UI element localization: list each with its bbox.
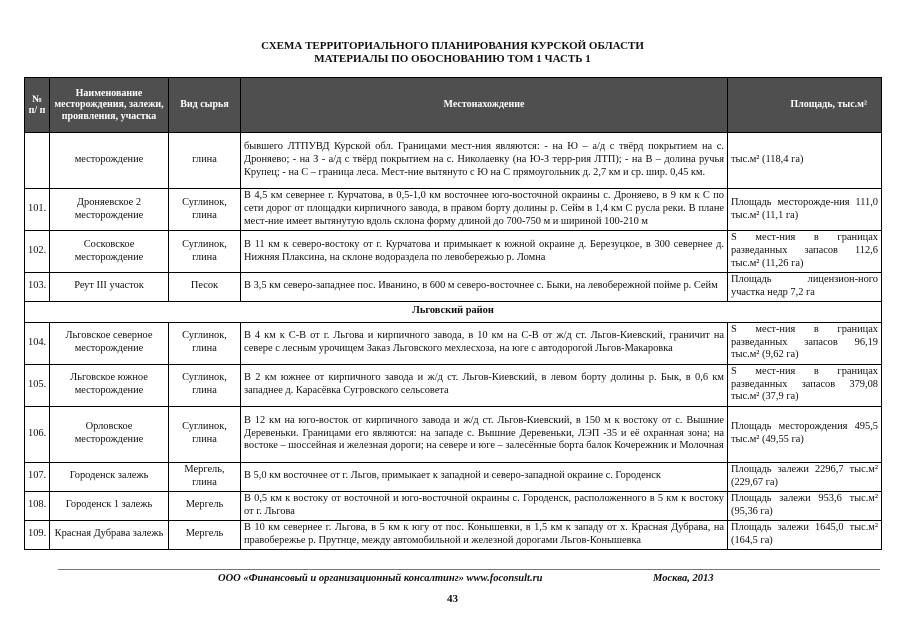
cell-location: бывшего ЛТПУВД Курской обл. Границами мест-ния являются: - на Ю – а/д с твёрд покрытием на с. Дроняево; - на З - а/д с твёрд покрытием на с. Николаевку (на Ю-З терр-рия ЛТП); - на В – долина ручья Крупец; - на С – граница леса. Мест-ние вытянуто с Ю на С прямоугольник д. 2,7 км и ср. шир. 0,45 км. — [241, 133, 728, 189]
header-subtitle: МАТЕРИАЛЫ ПО ОБОСНОВАНИЮ ТОМ 1 ЧАСТЬ 1 — [314, 53, 591, 65]
cell-num: 103. — [25, 273, 50, 302]
cell-area: Площадь месторождения 495,5 тыс.м² (49,55 га) — [728, 406, 882, 462]
cell-name: Красная Дубрава залежь — [50, 520, 169, 549]
cell-location: В 3,5 км северо-западнее пос. Иванино, в 600 м северо-восточнее с. Быки, на левобережной пойме р. Сейм — [241, 273, 728, 302]
cell-location: В 5,0 км восточнее от г. Льгов, примыкает к западной и северо-западной окраине с. Городенск — [241, 462, 728, 491]
footer-city-year: Москва, 2013 — [653, 573, 714, 584]
cell-area: Площадь залежи 953,6 тыс.м² (95,36 га) — [728, 491, 882, 520]
cell-num: 104. — [25, 322, 50, 364]
cell-name: Реут III участок — [50, 273, 169, 302]
footer-divider — [58, 569, 880, 570]
cell-location: В 11 км к северо-востоку от г. Курчатова и примыкает к южной окраине д. Березуцкое, в 300 севернее д. Нижняя Плаксина, на склоне водораздела по левобережью р. Ломна — [241, 231, 728, 273]
cell-num — [25, 133, 50, 189]
table-row — [25, 364, 882, 406]
cell-num: 109. — [25, 520, 50, 549]
cell-area: Площадь лицензион-ного участка недр 7,2 га — [728, 273, 882, 302]
cell-location: В 12 км на юго-восток от кирпичного завода и ж/д ст. Льгов-Киевский, в 150 м к востоку от с. Вышние Деревеньки. Границами его являются: на западе с. Вышние Деревеньки, ЛЭП -35 и её охранная зона; на востоке – шоссейная и железная дороги; на севере и юге – залесённые борта балок Кочережник и Молочная — [241, 406, 728, 462]
cell-area: S мест-ния в границах разведанных запасов 96,19 тыс.м² (9,62 га) — [728, 322, 882, 364]
cell-num: 106. — [25, 406, 50, 462]
cell-area: S мест-ния в границах разведанных запасов 112,6 тыс.м² (11,26 га) — [728, 231, 882, 273]
cell-num: 105. — [25, 364, 50, 406]
header-title: СХЕМА ТЕРРИТОРИАЛЬНОГО ПЛАНИРОВАНИЯ КУРСКОЙ ОБЛАСТИ — [261, 40, 644, 52]
table-row — [25, 322, 882, 364]
cell-num: 107. — [25, 462, 50, 491]
table-row — [25, 491, 882, 520]
cell-area: Площадь залежи 1645,0 тыс.м² (164,5 га) — [728, 520, 882, 549]
cell-name: Льговское северное месторождение — [50, 322, 169, 364]
table-row — [25, 189, 882, 231]
col-header-type: Вид сырья — [169, 78, 241, 133]
page-number: 43 — [447, 593, 458, 605]
table-row — [25, 273, 882, 302]
col-header-num: № п/ п — [25, 78, 50, 133]
deposits-table — [24, 77, 882, 550]
cell-area: Площадь залежи 2296,7 тыс.м² (229,67 га) — [728, 462, 882, 491]
cell-type: Суглинок, глина — [169, 231, 241, 273]
table-row — [25, 133, 882, 189]
cell-type: Мергель, глина — [169, 462, 241, 491]
table-row — [25, 231, 882, 273]
cell-num: 102. — [25, 231, 50, 273]
cell-type: Мергель — [169, 491, 241, 520]
cell-type: Суглинок, глина — [169, 406, 241, 462]
col-header-area: Площадь, тыс.м² — [728, 78, 882, 133]
cell-type: Песок — [169, 273, 241, 302]
col-header-name: Наименование месторождения, залежи, проявления, участка — [50, 78, 169, 133]
cell-name: Городенск залежь — [50, 462, 169, 491]
document-header — [0, 40, 905, 66]
table-row — [25, 520, 882, 549]
footer-organization: ООО «Финансовый и организационный консалтинг» www.foconsult.ru — [218, 573, 543, 584]
cell-location: В 2 км южнее от кирпичного завода и ж/д ст. Льгов-Киевский, в левом борту долины р. Бык, в 0,6 км западнее д. Карасёвка Сугровского сельсовета — [241, 364, 728, 406]
cell-area: тыс.м² (118,4 га) — [728, 133, 882, 189]
cell-name: Дроняевское 2 месторождение — [50, 189, 169, 231]
cell-num: 101. — [25, 189, 50, 231]
cell-location: В 10 км севернее г. Льгова, в 5 км к югу от пос. Конышевки, в 1,5 км к западу от х. Красная Дубрава, на правобережье р. Прутнце, между автомобильной и железной дорогами Льгов-Конышевка — [241, 520, 728, 549]
cell-name: месторождение — [50, 133, 169, 189]
cell-name: Городенск 1 залежь — [50, 491, 169, 520]
cell-type: Суглинок, глина — [169, 322, 241, 364]
cell-type: Суглинок, глина — [169, 364, 241, 406]
cell-location: В 0,5 км к востоку от восточной и юго-восточной окраины с. Городенск, расположенного в 5 км к востоку от г. Льгова — [241, 491, 728, 520]
cell-area: Площадь месторожде-ния 111,0 тыс.м² (11,1 га) — [728, 189, 882, 231]
cell-location: В 4,5 км севернее г. Курчатова, в 0,5-1,0 км восточнее юго-восточной окраины с. Дроняево, в 9 км к С по сети дорог от площадки кирпичного завода, в правом борту долины р. Сейм в 1,4 км С русла реки. В плане мест-ние имеет вытянутую вдоль склона форму длиной до 700-750 м и шириной 100-210 м — [241, 189, 728, 231]
cell-area: S мест-ния в границах разведанных запасов 379,08 тыс.м² (37,9 га) — [728, 364, 882, 406]
cell-type: Суглинок, глина — [169, 189, 241, 231]
table-header-row — [25, 78, 882, 133]
cell-type: глина — [169, 133, 241, 189]
region-title: Льговский район — [25, 301, 882, 322]
cell-num: 108. — [25, 491, 50, 520]
cell-name: Льговское южное месторождение — [50, 364, 169, 406]
table-row — [25, 406, 882, 462]
cell-name: Сосковское месторождение — [50, 231, 169, 273]
region-row — [25, 301, 882, 322]
col-header-location: Местонахождение — [241, 78, 728, 133]
cell-location: В 4 км к С-В от г. Льгова и кирпичного завода, в 10 км на С-В от ж/д ст. Льгов-Киевский, граничит на севере с лесным урочищем Заказ Льговского мехлесхоза, на юге с автодорогой Льгов-Макаровка — [241, 322, 728, 364]
table-row — [25, 462, 882, 491]
cell-name: Орловское месторождение — [50, 406, 169, 462]
cell-type: Мергель — [169, 520, 241, 549]
